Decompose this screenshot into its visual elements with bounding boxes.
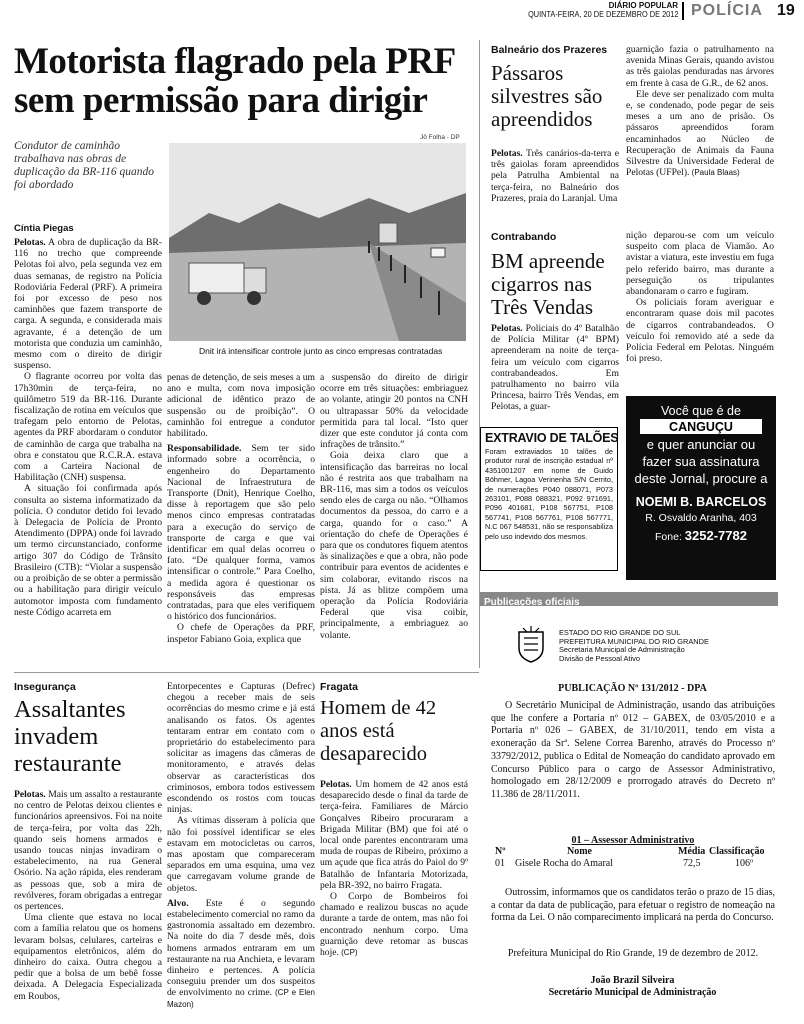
main-headline-line1: Motorista flagrado pela PRF bbox=[14, 41, 456, 82]
robbery-credit: (CP e Elen Mazon) bbox=[167, 988, 316, 1009]
main-col3 bbox=[320, 372, 468, 641]
birds-p3: Ele deve ser penalizado com multa e, se condenado, pode pegar de seis meses a um ano de prisão. Os pássaros apreendidos foram encaminhados ao Núcleo de Recuperação de Animais da Fauna Silvestre da Universidade Federal de Pelotas (UFPel). bbox=[626, 88, 774, 179]
robbery-lead: Pelotas. bbox=[14, 789, 46, 800]
birds-p2: guarnição fazia o patrulhamento na avenida Minas Gerais, quando avistou as três gaiolas penduradas nas árvores em frente à casa de G.R., de 62 anos. bbox=[626, 44, 774, 89]
official-bar-label: Publicações oficiais bbox=[484, 597, 580, 608]
robbery-col2-subhead: Alvo. bbox=[167, 897, 189, 909]
official-place-date: Prefeitura Municipal do Rio Grande, 19 de dezembro de 2012. bbox=[507, 948, 759, 959]
missing-credit: (CP) bbox=[338, 948, 358, 958]
photo-credit: Jô Folha - DP bbox=[420, 134, 460, 141]
missing-col bbox=[320, 779, 468, 958]
missing-kicker: Fragata bbox=[320, 681, 358, 693]
lost-checks-text: Foram extraviados 10 talões de produtor rural de inscrição estadual nº 4351001207 em nome de Guido Böhmer, Lagoa Verinenha S/N Cerrito, de numerações P040 088071, P073 263101, P088 088321, P092 971691, P096 401681, P108 567751, P108 567741, P108 567761, P108 567771, N.C 067 548531, não se responsabiliza pelo uso indevido dos mesmos. bbox=[485, 447, 613, 541]
col-header-class: Classificação bbox=[709, 846, 765, 857]
column-divider bbox=[479, 40, 480, 668]
page-number: 19 bbox=[777, 2, 795, 19]
row-avg: 72,5 bbox=[683, 858, 701, 869]
section-rule bbox=[14, 672, 479, 673]
cigarettes-kicker: Contrabando bbox=[491, 231, 557, 243]
main-byline: Cíntia Piegas bbox=[14, 223, 74, 234]
road-construction-photo bbox=[169, 143, 466, 341]
cigarettes-headline: BM apreende cigarros nas Três Vendas bbox=[491, 249, 605, 319]
cigarettes-col1 bbox=[491, 323, 619, 413]
ad-address: R. Osvaldo Aranha, 403 bbox=[645, 512, 757, 524]
birds-p1: Três canários-da-terra e três gaiolas foram apreendidos pela Patrulha Ambiental na terça-feira, no Balneário dos Prazeres, praia do Laranjal. Uma bbox=[491, 148, 619, 204]
row-name: Gisele Rocha do Amaral bbox=[515, 858, 614, 869]
ad-phone-row bbox=[626, 527, 776, 545]
main-lead: Pelotas. bbox=[14, 237, 46, 248]
table-row bbox=[495, 858, 771, 870]
main-headline-line2: sem permissão para dirigir bbox=[14, 80, 428, 121]
robbery-col2 bbox=[167, 681, 315, 1010]
cigarettes-p3: Os policiais foram averiguar e encontraram quase dois mil pacotes de cigarros contrabandeados. O veículo foi removido até a sede da Polícia Federal em Pelotas. Ninguém foi preso. bbox=[626, 297, 774, 365]
official-org1: ESTADO DO RIO GRANDE DO SUL bbox=[559, 628, 681, 637]
missing-lead: Pelotas. bbox=[320, 779, 352, 790]
ad-phone: 3252-7782 bbox=[684, 528, 747, 543]
robbery-p1: Mais um assalto a restaurante no centro de Pelotas deixou clientes e funcionários apreensivos. Foi na noite de terça-feira, por volta das 22h, quando seis homens armados e usando toucas ninjas invadiram o estabelecimento, na rua General Osório. Na ação rápida, eles renderam as pessoas que, sob a mira de revólveres, foram obrigadas a entregar os pertences. bbox=[14, 789, 162, 913]
official-notice bbox=[487, 610, 778, 1016]
ad-city-band bbox=[640, 419, 762, 434]
birds-lead: Pelotas. bbox=[491, 148, 523, 159]
issue-date: QUINTA-FEIRA, 20 DE DEZEMBRO DE 2012 bbox=[527, 10, 678, 19]
official-org4: Divisão de Pessoal Ativo bbox=[559, 653, 640, 663]
section-name: POLÍCIA bbox=[691, 2, 763, 19]
main-photo bbox=[169, 143, 466, 341]
official-table bbox=[495, 835, 771, 870]
official-sig-name: João Brazil Silveira bbox=[590, 975, 675, 986]
official-org2: PREFEITURA MUNICIPAL DO RIO GRANDE bbox=[559, 636, 709, 646]
photo-caption: Dnit irá intensificar controle junto as cinco empresas contratadas bbox=[199, 346, 443, 356]
cigarettes-p1: Policiais do 4º Batalhão de Polícia Militar (4º BPM) apreenderam na noite de terça-feira um veículo com cigarros contrabandeados. Em patrulhamento no bairro vila Princesa, bairro Três Vendas, em Pelotas, a guar- bbox=[491, 323, 619, 413]
birds-col2 bbox=[626, 44, 774, 178]
robbery-kicker: Insegurança bbox=[14, 681, 76, 693]
birds-kicker: Balneário dos Prazeres bbox=[491, 44, 608, 56]
canguçu-ad bbox=[626, 396, 776, 580]
ad-phone-label: Fone: bbox=[655, 531, 685, 543]
main-col3-p1: a suspensão do direito de dirigir ocorre em três situações: embriaguez ao volante, atingir 20 pontos na CNH ou ultrapassar 50% da velocidade permitida para tal local. “Isto quer dizer que este condutor já conta com infrações de trânsito.” bbox=[320, 372, 468, 451]
cigarettes-col2 bbox=[626, 230, 774, 364]
main-subhead: Condutor de caminhão trabalhava nas obras de duplicação da BR-116 quando foi abordado bbox=[14, 140, 154, 191]
ad-name: NOEMI B. BARCELOS bbox=[635, 495, 767, 509]
ad-city: CANGUÇU bbox=[669, 420, 733, 434]
robbery-col2-p3: Este é o segundo estabelecimento comercial no ramo da gastronomia assaltado em dezembro. Na noite do dia 7 desde mês, dois homens armados entraram em um restaurante na rua Anchieta, e levaram dinheiro e pertences. A polícia conseguiu prender um dos suspeitos de envolvimento no crime. bbox=[167, 897, 315, 999]
ad-line1: Você que é de bbox=[661, 404, 741, 418]
official-table-header bbox=[495, 846, 771, 858]
main-col1-p3: A situação foi confirmada após consulta ao sistema informatizado da polícia. O condutor detido foi levado à Delegacia de Polícia de Pronto Atendimento (DPPA) onde foi lavrado um termo circunstanciado, conforme artigo 307 do Código de Trânsito Brasileiro (CTB): “Violar a suspensão ou a proibição de se obter a permissão ou a habilitação para dirigir veículo automotor imposta com fundamento neste Código acarreta em bbox=[14, 483, 162, 618]
page-header bbox=[520, 0, 804, 22]
main-col2 bbox=[167, 372, 315, 645]
cigarettes-p2: nição deparou-se com um veículo suspeito com placa de Viamão. Ao avistar a viatura, este investiu em fuga pelo referido bairro, mas durante a perseguição os tripulantes abandonaram o carro e fugiram. bbox=[626, 230, 774, 298]
row-no: 01 bbox=[495, 858, 505, 869]
main-col1 bbox=[14, 237, 162, 618]
paper-name: DIÁRIO POPULAR bbox=[608, 1, 678, 10]
main-col2-p2: Sem ter sido informado sobre a ocorrência, o engenheiro do Departamento Nacional de Infraestrutura de Transporte (Dnit), Henrique Coelho, disse à reportagem que são pelo menos cinco empresas contratadas para a execução do serviço de transporte de carga e que vai identificar em qual delas ocorreu o fato. “De qualquer forma, vamos intensificar o controle.” Para Coelho, a medida agora é questionar os responsáveis das empresas contratadas, para que eles verifiquem o histórico dos funcionários. bbox=[167, 443, 315, 623]
birds-credit: (Paula Blaas) bbox=[689, 168, 740, 178]
birds-headline: Pássaros silvestres são apreendidos bbox=[491, 61, 603, 131]
official-body1: O Secretário Municipal de Administração, usando das atribuições que lhe confere a Portaria nº 012 – GABEX, de 03/05/2010 e a Portaria nº 026 – GABEX, de 31/10/2011, tendo em vista a exoneração da Srª. Selene Correa Barenho, através do Processo nº 33792/2012, publica o Edital de Nomeação do candidato aprovado em Concurso Público para o cargo de Assessor Administrativo, homologado em 28/12/2009 e prorrogado através do Decreto nº 11.386 de 28/11/2011. bbox=[491, 700, 775, 800]
official-table-title: 01 – Assessor Administrativo bbox=[571, 835, 695, 846]
missing-p1: Um homem de 42 anos está desaparecido desde o final da tarde de terça-feira. Familiares de Márcio Gonçalves Ribeiro procuraram a Brigada Militar (BM) que foi até o local onde parentes encontraram uma muda de roupas de Ribeiro, próximo a um açude que fica atrás do Paiol do 9º Batalhão de Infantaria Motorizada, pela BR-392, no bairro Fragata. bbox=[320, 779, 468, 891]
coat-of-arms-icon bbox=[515, 626, 547, 664]
ad-line2: e quer anunciar ou fazer sua assinatura deste Jornal, procure a bbox=[634, 437, 768, 486]
official-sig-title: Secretário Municipal de Administração bbox=[548, 987, 717, 998]
lost-checks-box bbox=[480, 427, 618, 571]
missing-headline: Homem de 42 anos está desaparecido bbox=[320, 697, 437, 765]
robbery-p2: Uma cliente que estava no local com a família relatou que os homens levaram bolsas, celulares, carteiras e equipamentos eletrônicos, além do dinheiro do caixa. Outra chegou a pedir que a bolsa de um bebê fosse deixada. A Delegacia Especializada em Roubos, bbox=[14, 912, 162, 1002]
robbery-col1 bbox=[14, 789, 162, 1002]
header-divider bbox=[682, 2, 684, 20]
main-col2-subhead: Responsabilidade. bbox=[167, 443, 242, 455]
main-col1-p2: O flagrante ocorreu por volta das 17h30min de terça-feira, no quilômetro 519 da BR-116. Durante fiscalização de rotina em veículos que trafegam pelo entorno de Pelotas, agentes da PRF abordaram o condutor de caminhão de carga que trabalha na obra e constatou que R.C.R.A. estava com a Carteira Nacional de Habilitação (CNH) suspensa. bbox=[14, 371, 162, 484]
birds-col1 bbox=[491, 148, 619, 204]
official-body2: Outrossim, informamos que os candidatos terão o prazo de 15 dias, a contar da data de publicação, para efetuar o registro de nomeação na forma da Lei. O não comparecimento implicará na perda do Concurso. bbox=[491, 887, 775, 924]
main-col3-p2: Goia deixa claro que a intensificação das barreiras no local não é restrita aos que trabalham na BR-116, mas sim a todos os veículos sendo eles de carga ou não. “Olhamos documentos da pessoa, do carro e a carga, quando for o caso.” A orientação do chefe de Operações é para que os condutores fiquem atentos às sinalizações e que a obra, não pode contribuir para eventos de acidentes e sim colaborar, evitando riscos na pista. Já as blitze compõem uma operação da Polícia Rodoviária Federal que visa coibir, principalmente, a embriaguez ao volante. bbox=[320, 450, 468, 641]
missing-p2: O Corpo de Bombeiros foi chamado e realizou buscas no açude durante a tarde de ontem, mas não foi encontrado nenhum corpo. Uma guarnição deve retomar as buscas hoje. bbox=[320, 891, 468, 959]
official-bar bbox=[480, 592, 778, 606]
official-org bbox=[559, 629, 709, 663]
main-col1-p1: A obra de duplicação da BR-116 no trecho que compreende Pelotas foi alvo, pela segunda vez em duas semanas, de registro na Polícia Rodoviária Federal (PRF). A primeira foi por excesso de peso nos caminhões que fazem transporte de carga. A segunda, e considerada mais agravante, é a detenção de um motorista que conduzia um caminhão, mesmo com o direito de dirigir suspenso. bbox=[14, 237, 162, 372]
lost-checks-title: EXTRAVIO DE TALÕES bbox=[485, 431, 619, 445]
robbery-headline: Assaltantes invadem restaurante bbox=[14, 696, 126, 777]
row-class: 106º bbox=[735, 858, 754, 869]
robbery-col2-p2: As vítimas disseram à polícia que não foi possível identificar se eles estavam em motocicletas ou carros, mas apostam que compareceram separados em uma esquina, uma vez que carregavam volume grande de objetos. bbox=[167, 815, 315, 894]
main-headline bbox=[14, 43, 484, 119]
col-header-name: Nome bbox=[567, 846, 592, 857]
main-col2-p3: O chefe de Operações da PRF, inspetor Fabiano Goia, explica que bbox=[167, 622, 315, 645]
official-pub-title: PUBLICAÇÃO Nº 131/2012 - DPA bbox=[558, 683, 707, 694]
col-header-no: Nº bbox=[495, 846, 506, 857]
official-org3: Secretaria Municipal de Administração bbox=[559, 645, 685, 655]
col-header-avg: Média bbox=[678, 846, 706, 857]
cigarettes-lead: Pelotas. bbox=[491, 323, 523, 334]
robbery-col2-p1: Entorpecentes e Capturas (Defrec) chegou a receber mais de seis ocorrências do mesmo crime e já está analisando os fatos. Os agentes tentaram entrar em contato com o proprietário do estabelecimento para solicitar as imagens das câmeras de monitoramento, e através delas observar as características dos criminosos, embora todos estivessem escondendo os rostos com toucas ninjas. bbox=[167, 681, 315, 816]
main-col2-p1: penas de detenção, de seis meses a um ano e multa, com nova imposição adicional de idêntico prazo de suspensão ou de proibição”. O caminhão foi entregue a condutor habilitado. bbox=[167, 372, 315, 440]
